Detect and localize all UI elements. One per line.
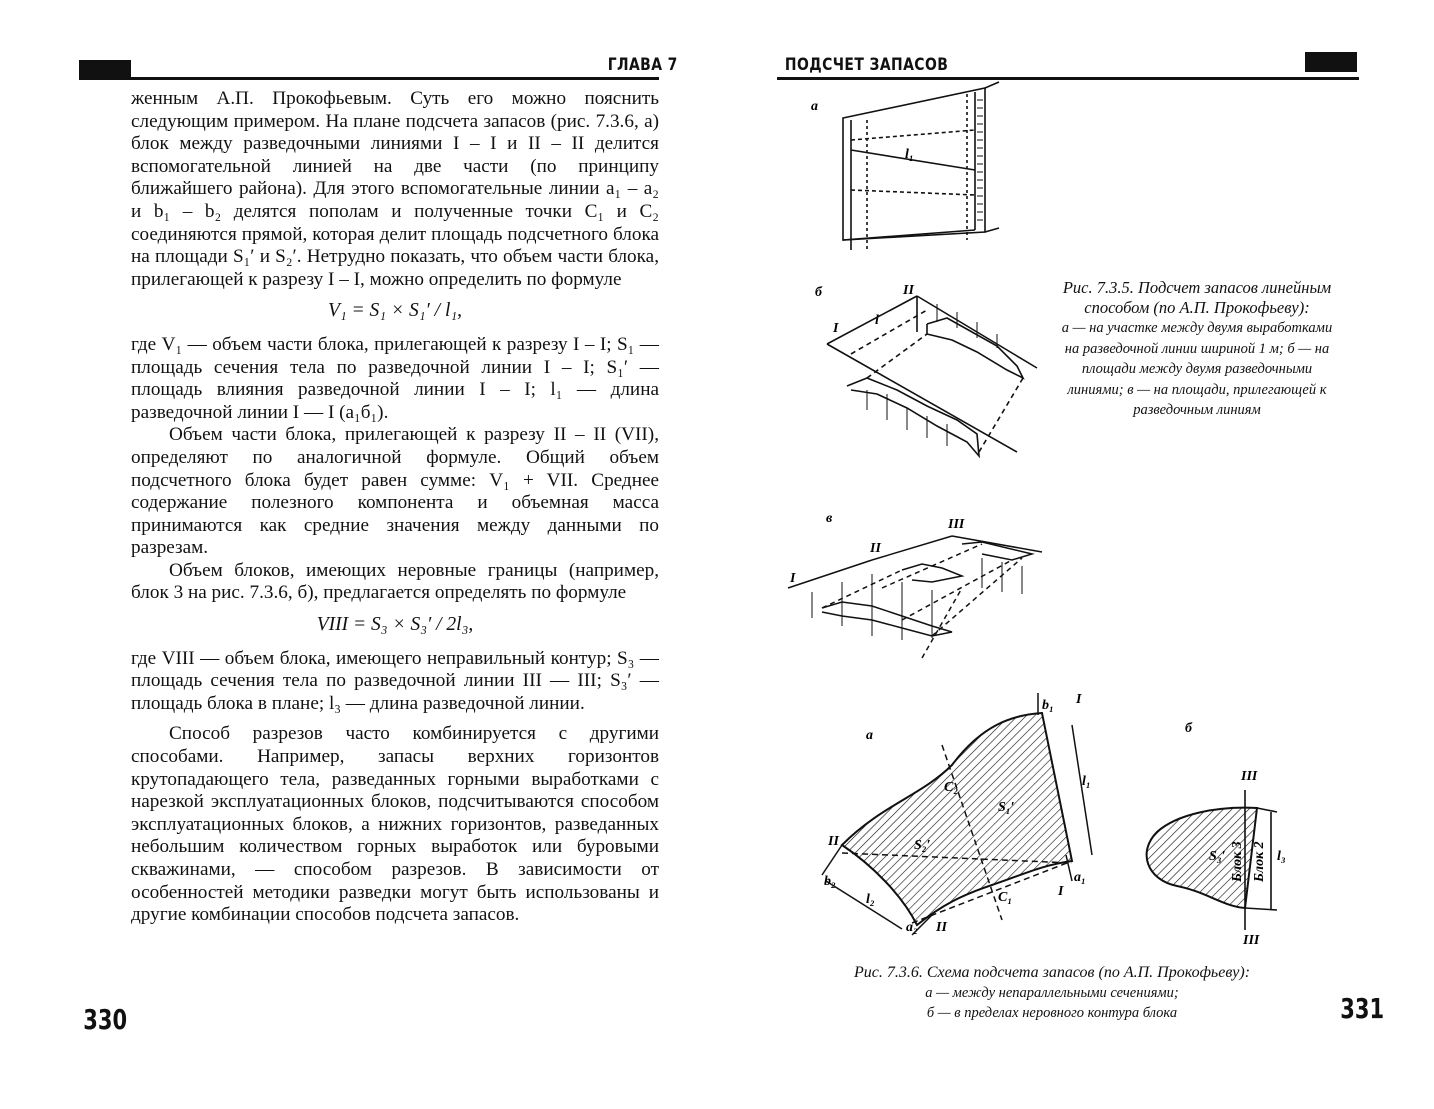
l1-label: l₁: [905, 147, 914, 162]
roman-ii: II: [870, 541, 881, 556]
s2-label: S₂′: [914, 838, 931, 853]
paragraph: женным А.П. Прокофьевым. Суть его можно пояснить следующим примером. На плане подсчета запасов (рис. 7.3.6, а) блок между разведочными линиями I – I и II – II делится вспомогательной линией на две части (по принципу ближайшего района). Для этого вспомогательные линии a₁ – a₂ и b₁ – b₂ делятся пополам и полученные точки C₁ и C₂ соединяются прямой, которая делит площадь подсчетного блока на площади S₁′ и S₂′. Нетрудно показать, что объем части блока, прилегающей к разрезу I – I, можно определить по формуле: [131, 88, 659, 290]
caption-line: а — между непараллельными сечениями;: [925, 985, 1179, 1001]
paragraph: где V₁ — объем части блока, прилегающей к разрезу I – I; S₁ — площадь сечения тела по разведочной линии I – I; S₁′ — площадь влияния разведочной линии I – I; l₁ — длина разведочной линии I — I (a₁б₁).: [131, 333, 659, 423]
chapter-header: ГЛАВА 7: [607, 55, 678, 75]
roman-ii: II: [936, 920, 947, 935]
page-number: 330: [83, 1003, 128, 1036]
b2-label: b₂: [824, 874, 836, 889]
paragraph: Объем блоков, имеющих неровные границы (например, блок 3 на рис. 7.3.6, б), предлагается определять по формуле: [131, 559, 659, 604]
caption-title: Рис. 7.3.6. Схема подсчета запасов (по А.П. Прокофьеву):: [853, 964, 1251, 981]
roman-iii: III: [948, 517, 965, 532]
caption-body: а — на участке между двумя выработками на разведочной линии шириной 1 м; б — на площади между двумя разведочными линиями; в — на площади, прилегающей к разведочным линиям: [1061, 320, 1333, 418]
formula: VIII = S₃ × S₃′ / 2l₃,: [316, 614, 474, 636]
figure-caption-7-3-6: [792, 962, 1312, 1023]
s1-label: S₁′: [998, 800, 1015, 815]
roman-i: I: [1058, 884, 1064, 899]
roman-ii: II: [828, 834, 839, 849]
block2-label: Блок 2: [1252, 841, 1267, 882]
caption-line: б — в пределах неровного контура блока: [926, 1005, 1178, 1021]
figure-caption-7-3-5: [1057, 278, 1337, 421]
figure-7-3-6-b: [1127, 710, 1327, 950]
caption-title: Рис. 7.3.5. Подсчет запасов линейным способом (по А.П. Прокофьеву):: [1062, 278, 1332, 317]
l-label: l: [875, 313, 879, 328]
roman-iii: III: [1243, 933, 1260, 948]
roman-i: I: [790, 571, 796, 586]
l3-label: l₃: [1277, 849, 1286, 864]
fig-label-b: б: [1185, 721, 1192, 736]
paragraph: где VIII — объем блока, имеющего неправильный контур; S₃ — площадь сечения тела по разведочной линии III — III; S₃′ — площадь блока в плане; l₃ — длина разведочной линии.: [131, 647, 659, 714]
a2-label: a₂: [906, 920, 918, 935]
roman-ii: II: [903, 283, 914, 298]
figure-7-3-5-b: [807, 282, 1057, 472]
body-text: [131, 88, 659, 927]
figure-7-3-5-a: [807, 80, 1027, 270]
fig-label-v: в: [826, 511, 833, 526]
roman-iii: III: [1241, 769, 1258, 784]
formula: V₁ = S₁ × S₁′ / l₁,: [327, 300, 463, 322]
roman-i: I: [833, 321, 839, 336]
header-bar: [1305, 52, 1357, 72]
right-page: [717, 0, 1434, 1109]
figure-7-3-6-a: [802, 685, 1122, 945]
paragraph: Способ разрезов часто комбинируется с другими способами. Например, запасы верхних горизонтов крутопадающего тела, разведанных горными выработками с нарезкой эксплуатационных блоков, подсчитываются способом эксплуатационных блоков, а нижних горизонтов, разведанных небольшим количеством горных выработок или буровыми скважинами, — способом разрезов. В зависимости от особенностей методики разведки могут быть использованы и другие комбинации способов подсчета запасов.: [131, 723, 659, 926]
fig-label-a: а: [811, 99, 818, 114]
fig-label-a: а: [866, 728, 873, 743]
l1-label: l₁: [1082, 774, 1091, 789]
page-number: 331: [1340, 992, 1385, 1025]
fig-label-b: б: [815, 285, 822, 300]
block3-label: Блок 3: [1230, 841, 1245, 882]
roman-i: I: [1076, 692, 1082, 707]
chapter-header: ПОДСЧЕТ ЗАПАСОВ: [784, 55, 949, 75]
figure-7-3-5-v: [782, 508, 1052, 668]
header-rule: [79, 77, 659, 80]
a1-label: a₁: [1074, 870, 1086, 885]
b1-label: b₁: [1042, 698, 1054, 713]
c2-label: C₂: [944, 780, 959, 795]
l2-label: l₂: [866, 892, 875, 907]
c1-label: C₁: [998, 890, 1013, 905]
paragraph: Объем части блока, прилегающей к разрезу II – II (VII), определяют по аналогичной формуле. Общий объем подсчетного блока будет равен сумме: V₁ + VII. Среднее содержание полезного компонента и объемная масса принимаются как средние значения между данными по разрезам.: [131, 424, 659, 559]
s3-label: S₃′: [1209, 849, 1226, 864]
